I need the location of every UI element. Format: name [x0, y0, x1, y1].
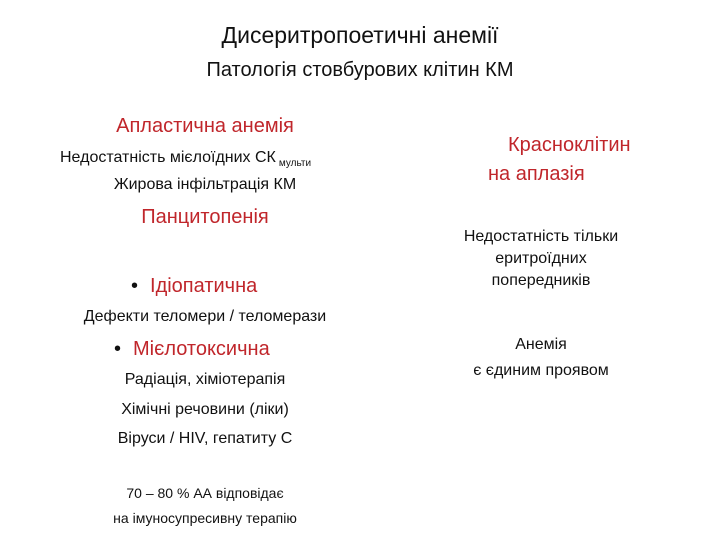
myelotoxic-item [114, 338, 270, 361]
slide-subtitle: Патологія стовбурових клітин КМ [206, 59, 514, 81]
slide-title: Дисеритропоетичні анемії [221, 22, 499, 48]
viruses-text: Віруси / HIV, гепатиту С [117, 430, 293, 447]
radiation-text: Радіація, хіміотерапія [124, 371, 286, 388]
pancytopenia-heading: Панцитопенія [141, 206, 269, 228]
red-cell-aplasia-line-1: Красноклітин [508, 134, 631, 156]
anemia-only-block [431, 332, 651, 384]
bullet-icon: • [114, 338, 122, 360]
idiopathic-label: Ідіопатична [150, 275, 258, 297]
erythroid-insufficiency-block [431, 226, 651, 292]
response-line-2: на імуносупресивну терапію [113, 510, 297, 526]
anemia-line-2: є єдиним проявом [473, 362, 609, 379]
insufficiency-text: Недостатність мієлоїдних СК [60, 149, 276, 166]
erythroid-line-1: Недостатність тільки [463, 228, 619, 245]
bullet-icon: • [131, 275, 139, 297]
anemia-line-1: Анемія [515, 336, 567, 353]
red-cell-aplasia-line-2: на аплазія [488, 163, 585, 185]
idiopathic-item [131, 275, 257, 298]
chemicals-text: Хімічні речовини (ліки) [121, 401, 289, 418]
insufficiency-line [60, 149, 311, 169]
erythroid-line-2: еритроїдних [495, 250, 587, 267]
aplastic-anemia-heading: Апластична анемія [116, 115, 294, 137]
response-line-1: 70 – 80 % АА відповідає [126, 485, 284, 501]
telomere-defects-text: Дефекти теломери / теломерази [83, 308, 327, 325]
myelotoxic-label: Мієлотоксична [133, 338, 270, 360]
erythroid-line-3: попередників [491, 272, 591, 289]
fatty-infiltration-text: Жирова інфільтрація КМ [113, 176, 297, 193]
insufficiency-subscript: мульти [278, 158, 312, 169]
